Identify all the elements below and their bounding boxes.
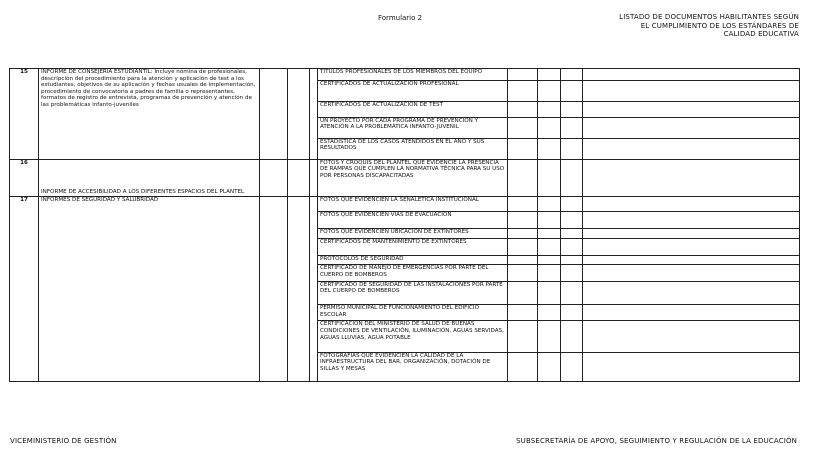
check-cell [508, 321, 538, 352]
check-cell [508, 229, 538, 238]
check-cell [538, 211, 561, 228]
check-cell [508, 255, 538, 264]
document-item: CERTIFICADO DE SEGURIDAD DE LAS INSTALACIONES POR PARTE DEL CUERPO DE BOMBEROS [318, 281, 508, 304]
check-cell [561, 321, 583, 352]
check-cell [583, 352, 800, 381]
document-item: ESTADÍSTICA DE LOS CASOS ATENDIDOS EN EL AÑO Y SUS RESULTADOS [318, 138, 508, 159]
item-description: INFORMES DE SEGURIDAD Y SALUBRIDAD [39, 196, 260, 381]
item-description: INFORME DE ACCESIBILIDAD A LOS DIFERENTES ESPACIOS DEL PLANTEL [39, 159, 260, 196]
check-cell [538, 304, 561, 320]
blank-cell [260, 196, 288, 381]
check-cell [538, 281, 561, 304]
check-cell [583, 211, 800, 228]
footer-right: SUBSECRETARÍA DE APOYO, SEGUIMIENTO Y REGULACIÓN DE LA EDUCACIÓN [516, 437, 797, 445]
document-item: CERTIFICADOS DE ACTUALIZACIÓN PROFESIONAL [318, 80, 508, 101]
check-cell [561, 196, 583, 211]
check-cell [561, 255, 583, 264]
check-cell [561, 281, 583, 304]
table-row [10, 196, 800, 211]
item-number: 17 [10, 196, 39, 381]
document-item: FOTOS QUE EVIDENCIEN UBICACIÓN DE EXTINTORES [318, 229, 508, 238]
blank-cell [288, 196, 310, 381]
item-number: 16 [10, 159, 39, 196]
check-cell [561, 101, 583, 117]
title-line: LISTADO DE DOCUMENTOS HABILITANTES SEGÚN [619, 13, 799, 21]
check-cell [561, 304, 583, 320]
check-cell [561, 229, 583, 238]
check-cell [508, 265, 538, 281]
check-cell [538, 138, 561, 159]
check-cell [508, 352, 538, 381]
check-cell [538, 69, 561, 81]
check-cell [561, 265, 583, 281]
blank-cell [260, 69, 288, 160]
check-cell [583, 321, 800, 352]
document-item: CERTIFICACIÓN DEL MINISTERIO DE SALUD DE BUENAS CONDICIONES DE VENTILACIÓN, ILUMINACIÓN, AGUAS SERVIDAS, AGUAS LLUVIAS, AGUA POTABLE [318, 321, 508, 352]
check-cell [508, 138, 538, 159]
document-item: FOTOS QUE EVIDENCIEN LA SEÑALÉTICA INSTITUCIONAL [318, 196, 508, 211]
check-cell [538, 255, 561, 264]
blank-cell [288, 69, 310, 160]
check-cell [538, 80, 561, 101]
check-cell [583, 138, 800, 159]
check-cell [508, 304, 538, 320]
check-cell [538, 196, 561, 211]
check-cell [538, 352, 561, 381]
blank-cell [310, 196, 318, 381]
table-row [10, 159, 800, 196]
blank-cell [310, 159, 318, 196]
check-cell [538, 321, 561, 352]
check-cell [508, 211, 538, 228]
check-cell [583, 196, 800, 211]
blank-cell [288, 159, 310, 196]
document-item: PERMISO MUNICIPAL DE FUNCIONAMIENTO DEL EDIFICIO ESCOLAR [318, 304, 508, 320]
check-cell [583, 255, 800, 264]
item-description: INFORME DE CONSEJERÍA ESTUDIANTIL: Incluye nómina de profesionales, descripción del procedimiento para la atención y aplicación de test a los estudiantes, objetivos de su aplicación y fechas usuales de implementación, procedimiento de convocatoria a padres de familia o representantes, formatos de registro de entrevista, programas de prevención y atención de las problemáticas infanto-juveniles [39, 69, 260, 160]
document-item: CERTIFICADOS DE ACTUALIZACIÓN DE TEST [318, 101, 508, 117]
check-cell [583, 281, 800, 304]
item-number: 15 [10, 69, 39, 160]
check-cell [583, 238, 800, 255]
check-cell [583, 101, 800, 117]
check-cell [583, 69, 800, 81]
check-cell [561, 211, 583, 228]
check-cell [508, 196, 538, 211]
check-cell [508, 80, 538, 101]
check-cell [561, 238, 583, 255]
table-row [10, 69, 800, 81]
check-cell [538, 117, 561, 138]
check-cell [508, 238, 538, 255]
document-item: CERTIFICADOS DE MANTENIMIENTO DE EXTINTORES [318, 238, 508, 255]
check-cell [583, 265, 800, 281]
blank-cell [310, 69, 318, 160]
check-cell [538, 265, 561, 281]
check-cell [561, 352, 583, 381]
check-cell [583, 229, 800, 238]
check-cell [561, 138, 583, 159]
document-item: FOTOS Y CROQUIS DEL PLANTEL QUE EVIDENCIE LA PRESENCIA DE RAMPAS QUE CUMPLEN LA NORMATIVA TÉCNICA PARA SU USO POR PERSONAS DISCAPACITADAS [318, 159, 508, 196]
check-cell [583, 80, 800, 101]
check-cell [561, 117, 583, 138]
document-item: CERTIFICADO DE MANEJO DE EMERGENCIAS POR PARTE DEL CUERPO DE BOMBEROS [318, 265, 508, 281]
title-line: CALIDAD EDUCATIVA [723, 30, 799, 39]
document-item: FOTOGRAFÍAS QUE EVIDENCIEN LA CALIDAD DE LA INFRAESTRUCTURA DEL BAR, ORGANIZACIÓN, DOTACIÓN DE SILLAS Y MESAS [318, 352, 508, 381]
check-cell [538, 101, 561, 117]
check-cell [508, 117, 538, 138]
blank-cell [260, 159, 288, 196]
check-cell [583, 159, 800, 196]
check-cell [508, 69, 538, 81]
title-line: EL CUMPLIMIENTO DE LOS ESTÁNDARES DE [640, 21, 799, 30]
document-item: UN PROYECTO POR CADA PROGRAMA DE PREVENCIÓN Y ATENCIÓN A LA PROBLEMÁTICA INFANTO-JUVENIL [318, 117, 508, 138]
check-cell [508, 281, 538, 304]
check-cell [561, 80, 583, 101]
check-cell [583, 117, 800, 138]
check-cell [538, 229, 561, 238]
footer-left: VICEMINISTERIO DE GESTIÓN [10, 437, 117, 445]
document-title [539, 13, 799, 39]
form-number: Formulario 2 [378, 14, 423, 22]
check-cell [538, 238, 561, 255]
check-cell [561, 159, 583, 196]
check-cell [583, 304, 800, 320]
documents-table [9, 68, 800, 382]
check-cell [508, 101, 538, 117]
document-item: TÍTULOS PROFESIONALES DE LOS MIEMBROS DEL EQUIPO [318, 69, 508, 81]
document-item: FOTOS QUE EVIDENCIEN VÍAS DE EVACUACIÓN [318, 211, 508, 228]
check-cell [538, 159, 561, 196]
document-item: PROTOCOLOS DE SEGURIDAD [318, 255, 508, 264]
check-cell [508, 159, 538, 196]
check-cell [561, 69, 583, 81]
